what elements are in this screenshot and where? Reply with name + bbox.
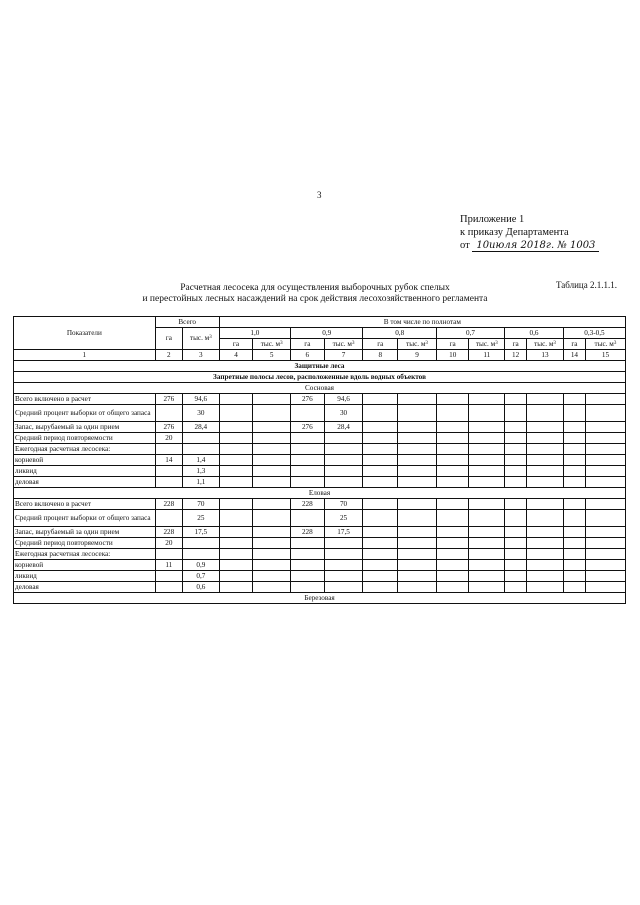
hdr-by-density: В том числе по полнотам	[219, 317, 625, 328]
section-spruce: Еловая	[14, 488, 626, 499]
hdr-density-5: 0,6	[505, 328, 564, 339]
table-row: Запас, вырубаемый за один прием 276 28,4 276 28,4	[14, 422, 626, 433]
section-row	[14, 372, 626, 383]
row-label: Запас, вырубаемый за один прием	[14, 422, 156, 433]
section-row	[14, 593, 626, 604]
hdr-total: Всего	[155, 317, 219, 328]
col-num: 8	[363, 350, 398, 361]
hdr-ga: га	[563, 339, 585, 350]
table-row: ликвид 0,7	[14, 571, 626, 582]
hdr-ga: га	[505, 339, 527, 350]
row-label: Средний процент выборки от общего запаса	[14, 510, 156, 527]
section-protective: Защитные леса	[14, 361, 626, 372]
table-row: Средний процент выборки от общего запаса 30 30	[14, 405, 626, 422]
section-row	[14, 488, 626, 499]
appendix-prefix: от	[460, 240, 470, 251]
appendix-line1: Приложение 1	[460, 214, 525, 225]
hdr-ga: га	[436, 339, 469, 350]
row-label: Запас, вырубаемый за один прием	[14, 527, 156, 538]
table-row	[14, 444, 626, 455]
col-num: 3	[182, 350, 219, 361]
col-num: 5	[253, 350, 291, 361]
hdr-ga: га	[219, 339, 253, 350]
section-row	[14, 383, 626, 394]
section-pine: Сосновая	[14, 383, 626, 394]
table-row: Всего включено в расчет 228 70 228 70	[14, 499, 626, 510]
hdr-total-m3: тыс. $м^3$	[182, 328, 219, 350]
table-row	[14, 549, 626, 560]
handwritten-date: 10июля 2018г. № 1003	[472, 240, 599, 252]
col-num: 15	[585, 350, 625, 361]
hdr-m3: тыс. $м^3$	[527, 339, 564, 350]
col-num: 7	[324, 350, 363, 361]
col-num: 2	[155, 350, 182, 361]
hdr-indicators: Показатели	[14, 317, 156, 350]
header-row-1	[14, 317, 626, 328]
hdr-density-3: 0,8	[363, 328, 436, 339]
hdr-m3: тыс. $м^3$	[324, 339, 363, 350]
col-num: 13	[527, 350, 564, 361]
col-num: 9	[398, 350, 437, 361]
section-strips: Запретные полосы лесов, расположенные вдоль водных объектов	[14, 372, 626, 383]
appendix-line2: к приказу Департамента	[460, 227, 569, 238]
col-num: 6	[291, 350, 325, 361]
row-label: Ежегодная расчетная лесосека:	[14, 444, 156, 455]
hdr-m3: тыс. $м^3$	[253, 339, 291, 350]
section-birch: Березовая	[14, 593, 626, 604]
hdr-m3: тыс. $м^3$	[469, 339, 505, 350]
row-label: Всего включено в расчет	[14, 394, 156, 405]
title-line2: и перестойных лесных насаждений на срок действия лесохозяйственного регламента	[142, 294, 488, 304]
hdr-m3: тыс. $м^3$	[398, 339, 437, 350]
table-row: Средний период повторяемости 20	[14, 433, 626, 444]
table-row: корневой 14 1,4	[14, 455, 626, 466]
col-num: 14	[563, 350, 585, 361]
hdr-ga: га	[291, 339, 325, 350]
col-num: 1	[14, 350, 156, 361]
row-label: ликвид	[14, 571, 156, 582]
row-label: Всего включено в расчет	[14, 499, 156, 510]
table-row: Средний процент выборки от общего запаса 25 25	[14, 510, 626, 527]
row-label: Средний процент выборки от общего запаса	[14, 405, 156, 422]
table-number: Таблица 2.1.1.1.	[556, 280, 617, 290]
table-title	[60, 283, 570, 305]
lesoseka-table	[13, 316, 626, 604]
hdr-density-4: 0,7	[436, 328, 504, 339]
col-num: 12	[505, 350, 527, 361]
table-row: Всего включено в расчет 276 94,6 276 94,6	[14, 394, 626, 405]
col-num: 11	[469, 350, 505, 361]
hdr-total-ga: га	[155, 328, 182, 350]
row-label: корневой	[14, 560, 156, 571]
row-label: деловая	[14, 477, 156, 488]
row-label: Средний период повторяемости	[14, 433, 156, 444]
table-row: ликвид 1,3	[14, 466, 626, 477]
page-number: 3	[317, 190, 322, 200]
col-num: 10	[436, 350, 469, 361]
row-label: Средний период повторяемости	[14, 538, 156, 549]
appendix-block	[460, 213, 599, 252]
hdr-density-6: 0,3-0,5	[563, 328, 625, 339]
row-label: корневой	[14, 455, 156, 466]
title-line1: Расчетная лесосека для осуществления выборочных рубок спелых	[180, 283, 450, 293]
row-label: Ежегодная расчетная лесосека:	[14, 549, 156, 560]
table-row: корневой 11 0,9	[14, 560, 626, 571]
table-row: деловая 1,1	[14, 477, 626, 488]
row-label: деловая	[14, 582, 156, 593]
hdr-ga: га	[363, 339, 398, 350]
hdr-density-1: 1,0	[219, 328, 290, 339]
appendix-line3	[460, 239, 599, 252]
table-row: деловая 0,6	[14, 582, 626, 593]
table-row: Средний период повторяемости 20	[14, 538, 626, 549]
hdr-density-2: 0,9	[291, 328, 363, 339]
row-label: ликвид	[14, 466, 156, 477]
column-numbers-row	[14, 350, 626, 361]
table-row: Запас, вырубаемый за один прием 228 17,5 228 17,5	[14, 527, 626, 538]
section-row	[14, 361, 626, 372]
col-num: 4	[219, 350, 253, 361]
hdr-m3: тыс. $м^3$	[585, 339, 625, 350]
